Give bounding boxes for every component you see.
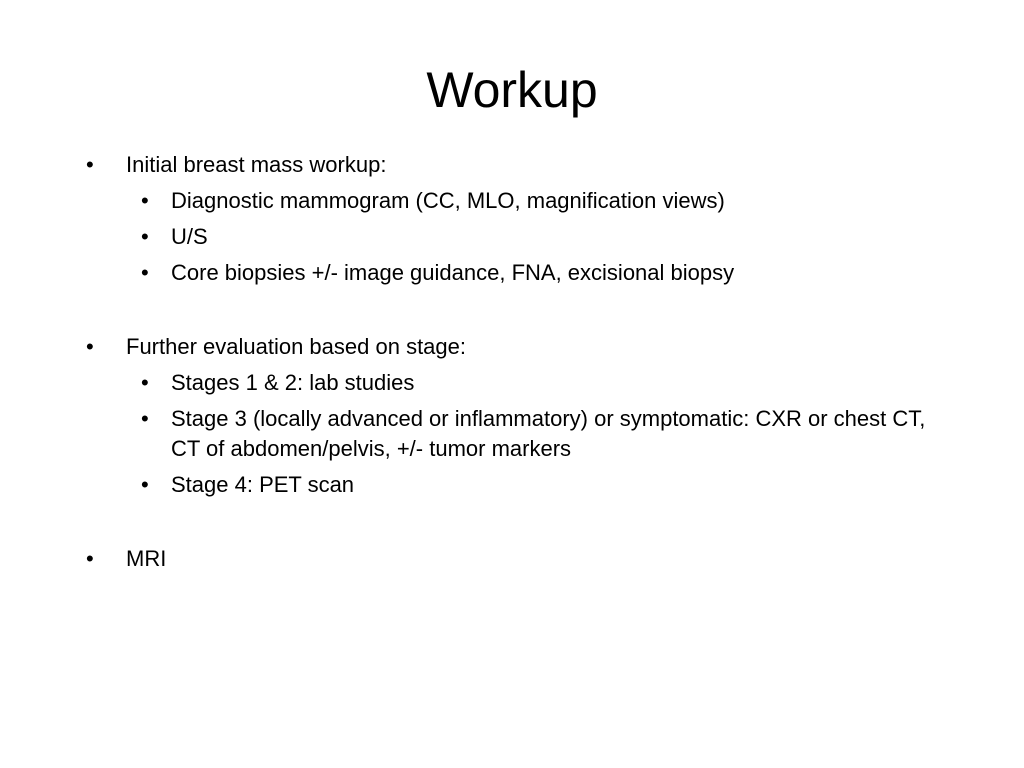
slide-title: Workup — [426, 62, 598, 118]
bullet-icon: • — [141, 188, 149, 213]
bullet-icon: • — [86, 334, 94, 359]
bullet-list — [0, 150, 1024, 574]
list-item-level2 — [0, 404, 1024, 464]
list-item-text: Stage 3 (locally advanced or inflammatory) or symptomatic: CXR or chest CT, CT of abdomen/pelvis, +/- tumor markers — [171, 406, 926, 461]
bullet-icon: • — [86, 152, 94, 177]
bullet-icon: • — [141, 370, 149, 395]
list-item-text: Core biopsies +/- image guidance, FNA, excisional biopsy — [171, 260, 735, 285]
bullet-icon: • — [141, 260, 149, 285]
list-item-level2 — [0, 368, 1024, 398]
section-heading: MRI — [126, 546, 167, 571]
list-item-level1 — [0, 544, 1024, 574]
list-item-text: Stages 1 & 2: lab studies — [171, 370, 415, 395]
list-item-text: U/S — [171, 224, 208, 249]
list-item-level1 — [0, 332, 1024, 362]
list-item-level2 — [0, 258, 1024, 288]
list-item-level1 — [0, 150, 1024, 180]
list-item-text: Diagnostic mammogram (CC, MLO, magnification views) — [171, 188, 725, 213]
bullet-icon: • — [141, 224, 149, 249]
list-item-level2 — [0, 186, 1024, 216]
section-heading: Further evaluation based on stage: — [126, 334, 467, 359]
list-item-text: Stage 4: PET scan — [171, 472, 355, 497]
bullet-icon: • — [141, 406, 149, 431]
list-item-level2 — [0, 470, 1024, 500]
list-item-level2 — [0, 222, 1024, 252]
bullet-icon: • — [86, 546, 94, 571]
bullet-icon: • — [141, 472, 149, 497]
section-heading: Initial breast mass workup: — [126, 152, 387, 177]
